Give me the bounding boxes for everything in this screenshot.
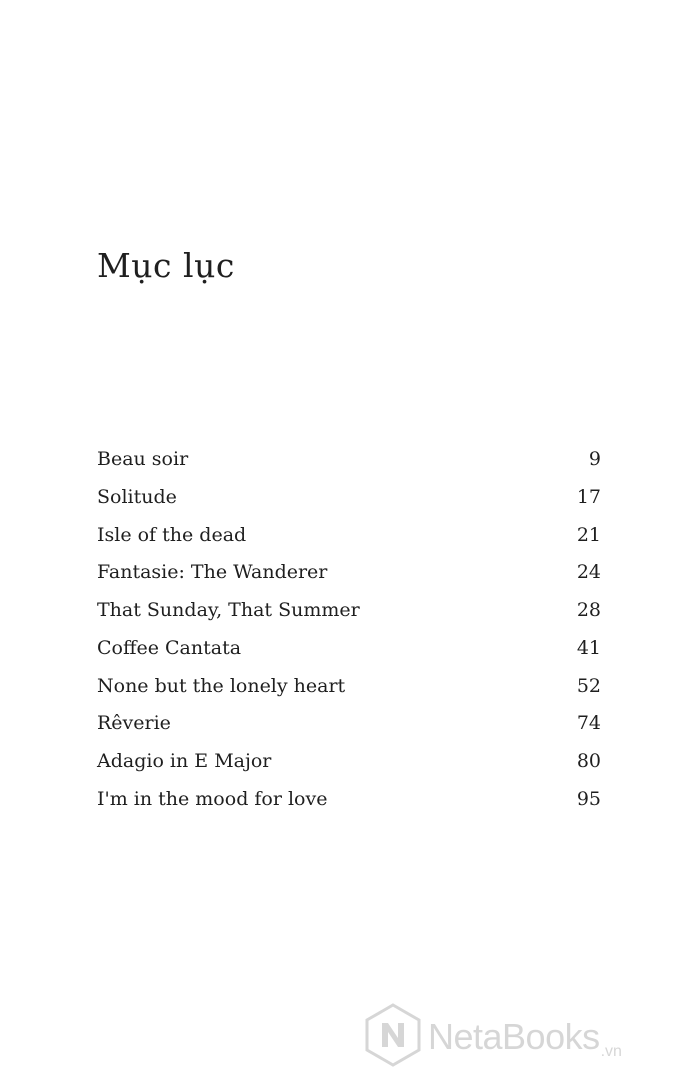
toc-entry-page: 41 xyxy=(576,636,601,659)
toc-entry xyxy=(97,554,601,592)
toc-entry-title: Solitude xyxy=(97,485,177,508)
toc-entry xyxy=(97,479,601,517)
toc-entry-title: Beau soir xyxy=(97,448,189,470)
toc-entry-page: 21 xyxy=(576,523,601,546)
toc-entry xyxy=(97,668,601,706)
toc-entry-page: 95 xyxy=(576,787,601,810)
toc-entry-title: Rêverie xyxy=(97,712,171,735)
page-title: Mục lục xyxy=(97,246,235,285)
toc-entry-title: That Sunday, That Summer xyxy=(97,599,360,621)
watermark-suffix: .vn xyxy=(600,1043,622,1060)
toc-entry-page: 52 xyxy=(576,674,601,697)
toc-entry-page: 80 xyxy=(576,750,601,772)
toc-entry xyxy=(97,441,601,479)
toc-entry xyxy=(97,517,601,555)
toc-entry-title: Adagio in E Major xyxy=(97,750,272,772)
toc-entry xyxy=(97,743,601,781)
toc-entry-title: I'm in the mood for love xyxy=(97,787,328,810)
toc-entry-title: Fantasie: The Wanderer xyxy=(97,561,328,584)
toc-entry-page: 17 xyxy=(576,485,601,508)
toc-entry-page: 28 xyxy=(576,599,601,621)
toc-entry-title: Isle of the dead xyxy=(97,523,247,546)
toc-entry xyxy=(97,592,601,630)
toc-entry-page: 9 xyxy=(588,448,601,470)
watermark-brand: NetaBooks xyxy=(428,1016,600,1057)
toc-entry-page: 24 xyxy=(576,561,601,584)
toc-entry xyxy=(97,705,601,743)
table-of-contents xyxy=(97,441,601,819)
netabooks-logo-icon xyxy=(364,1003,422,1071)
toc-entry-title: Coffee Cantata xyxy=(97,636,242,659)
toc-entry xyxy=(97,781,601,819)
toc-entry-page: 74 xyxy=(576,712,601,735)
netabooks-watermark xyxy=(364,1003,622,1071)
toc-entry-title: None but the lonely heart xyxy=(97,674,346,697)
toc-entry xyxy=(97,630,601,668)
